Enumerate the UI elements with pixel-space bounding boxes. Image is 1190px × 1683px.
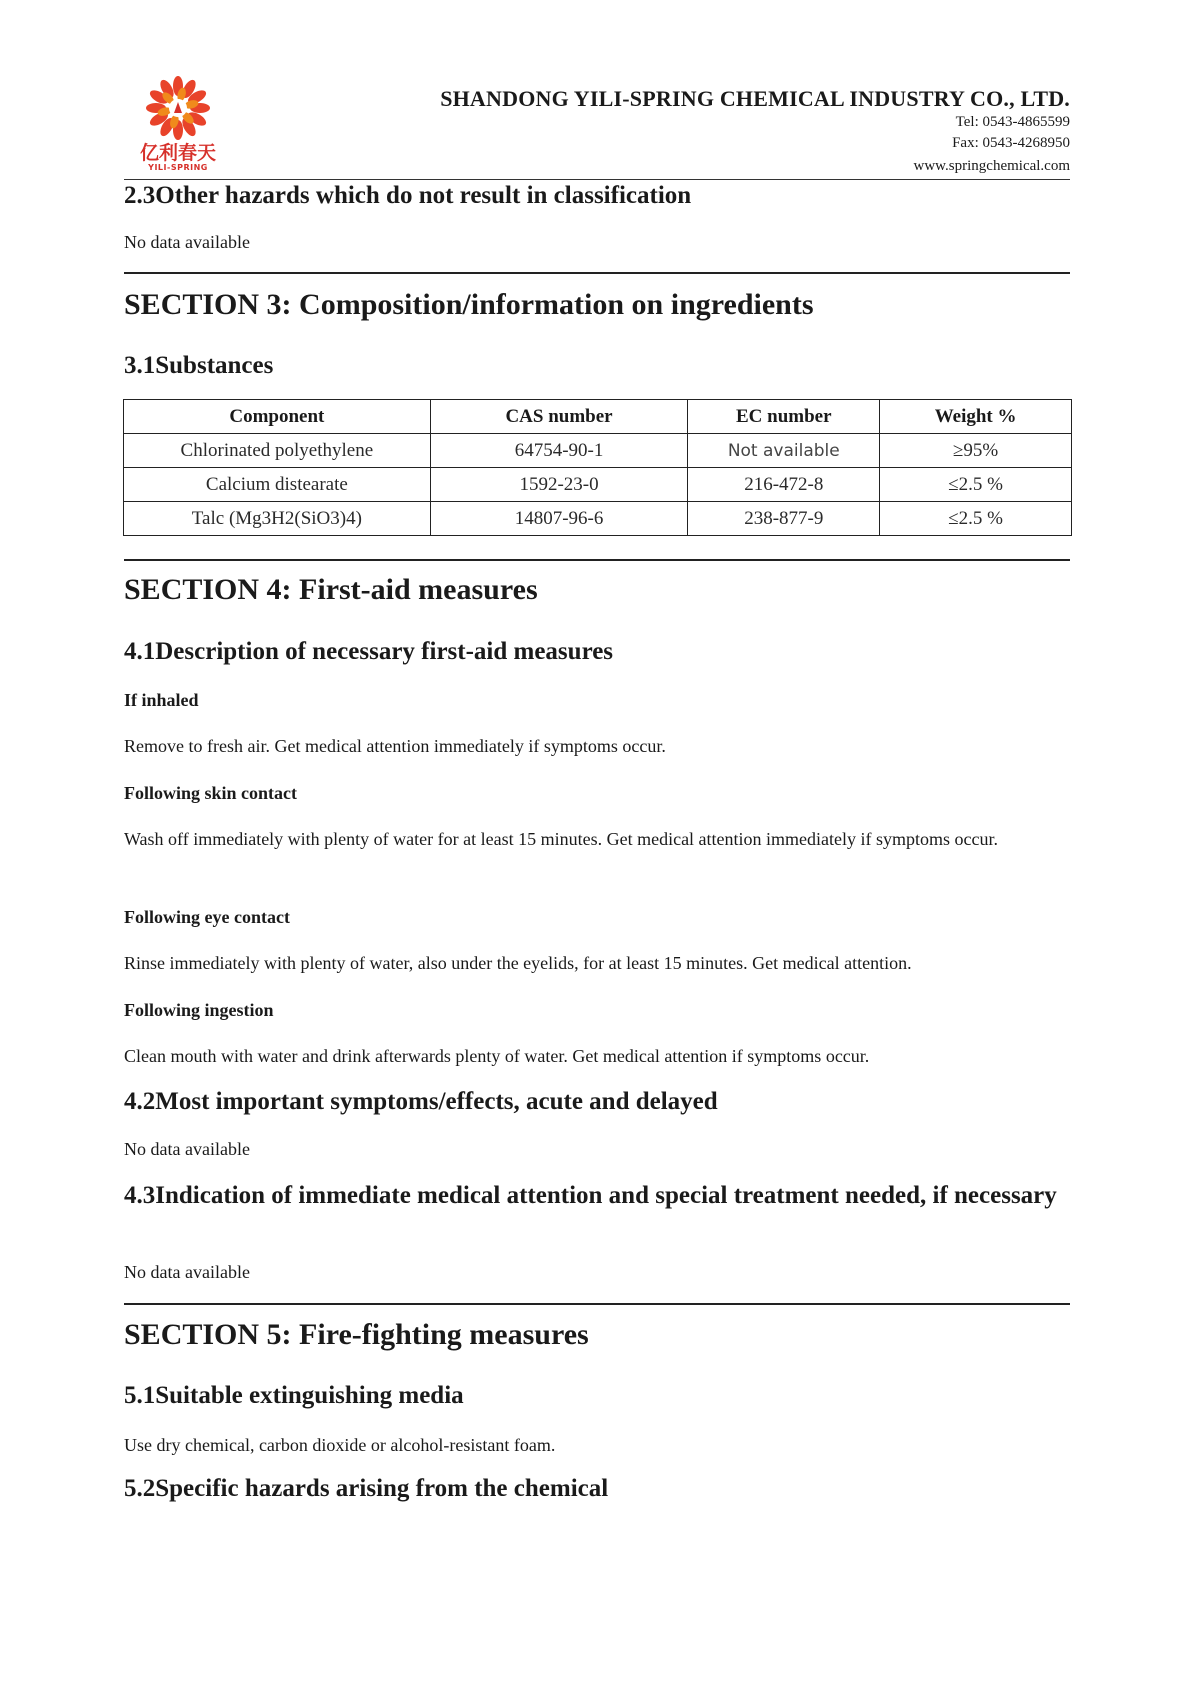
label-ingestion: Following ingestion bbox=[124, 1000, 274, 1020]
company-tel: Tel: 0543-4865599 bbox=[955, 114, 1070, 130]
heading-4-1: 4.1Description of necessary first-aid measures bbox=[124, 638, 614, 665]
col-header-weight: Weight % bbox=[880, 400, 1072, 434]
composition-table bbox=[123, 399, 1072, 536]
company-fax: Fax: 0543-4268950 bbox=[952, 135, 1070, 151]
col-header-ec: EC number bbox=[688, 400, 880, 434]
text-ingestion: Clean mouth with water and drink afterwards plenty of water. Get medical attention if symptoms occur. bbox=[124, 1046, 870, 1066]
cell-weight: ≤2.5 % bbox=[880, 502, 1072, 536]
label-if-inhaled: If inhaled bbox=[124, 690, 199, 710]
heading-5-1: 5.1Suitable extinguishing media bbox=[124, 1382, 464, 1409]
label-skin-contact: Following skin contact bbox=[124, 783, 298, 803]
section-3-title: SECTION 3: Composition/information on ingredients bbox=[124, 288, 814, 321]
table-row bbox=[124, 502, 1072, 536]
heading-4-3: 4.3Indication of immediate medical attention and special treatment needed, if necessary bbox=[124, 1182, 1057, 1209]
cell-component: Talc (Mg3H2(SiO3)4) bbox=[124, 502, 431, 536]
label-eye-contact: Following eye contact bbox=[124, 907, 290, 927]
section-divider bbox=[124, 1303, 1070, 1305]
text-if-inhaled: Remove to fresh air. Get medical attention immediately if symptoms occur. bbox=[124, 736, 666, 756]
cell-ec: Not available bbox=[688, 434, 880, 468]
cell-cas: 64754-90-1 bbox=[430, 434, 688, 468]
logo-text-english: YILI-SPRING bbox=[148, 163, 208, 172]
table-header-row bbox=[124, 400, 1072, 434]
heading-3-1: 3.1Substances bbox=[124, 352, 274, 379]
header-divider bbox=[124, 179, 1070, 180]
section-divider bbox=[124, 559, 1070, 561]
company-name: SHANDONG YILI-SPRING CHEMICAL INDUSTRY CO., LTD. bbox=[440, 86, 1070, 111]
col-header-cas: CAS number bbox=[430, 400, 688, 434]
cell-weight: ≥95% bbox=[880, 434, 1072, 468]
heading-5-2: 5.2Specific hazards arising from the chemical bbox=[124, 1475, 609, 1502]
heading-2-3: 2.3Other hazards which do not result in classification bbox=[124, 182, 692, 209]
cell-ec: 238-877-9 bbox=[688, 502, 880, 536]
section-5-title: SECTION 5: Fire-fighting measures bbox=[124, 1318, 589, 1351]
text-4-2: No data available bbox=[124, 1139, 250, 1159]
company-logo bbox=[138, 74, 218, 178]
table-row bbox=[124, 434, 1072, 468]
text-eye-contact: Rinse immediately with plenty of water, also under the eyelids, for at least 15 minutes. Get medical attention. bbox=[124, 953, 912, 973]
section-divider bbox=[124, 272, 1070, 274]
cell-cas: 1592-23-0 bbox=[430, 468, 688, 502]
table-row bbox=[124, 468, 1072, 502]
cell-cas: 14807-96-6 bbox=[430, 502, 688, 536]
cell-ec: 216-472-8 bbox=[688, 468, 880, 502]
sunflower-logo-icon bbox=[138, 74, 218, 142]
col-header-component: Component bbox=[124, 400, 431, 434]
section-4-title: SECTION 4: First-aid measures bbox=[124, 573, 538, 606]
cell-component: Chlorinated polyethylene bbox=[124, 434, 431, 468]
heading-4-2: 4.2Most important symptoms/effects, acute and delayed bbox=[124, 1088, 718, 1115]
text-2-3: No data available bbox=[124, 232, 250, 252]
company-website: www.springchemical.com bbox=[913, 158, 1070, 174]
logo-text-chinese: 亿利春天 bbox=[139, 142, 216, 164]
cell-component: Calcium distearate bbox=[124, 468, 431, 502]
text-4-3: No data available bbox=[124, 1262, 250, 1282]
cell-weight: ≤2.5 % bbox=[880, 468, 1072, 502]
text-5-1: Use dry chemical, carbon dioxide or alcohol-resistant foam. bbox=[124, 1435, 556, 1455]
text-skin-contact: Wash off immediately with plenty of water for at least 15 minutes. Get medical attention immediately if symptoms occur. bbox=[124, 829, 999, 849]
